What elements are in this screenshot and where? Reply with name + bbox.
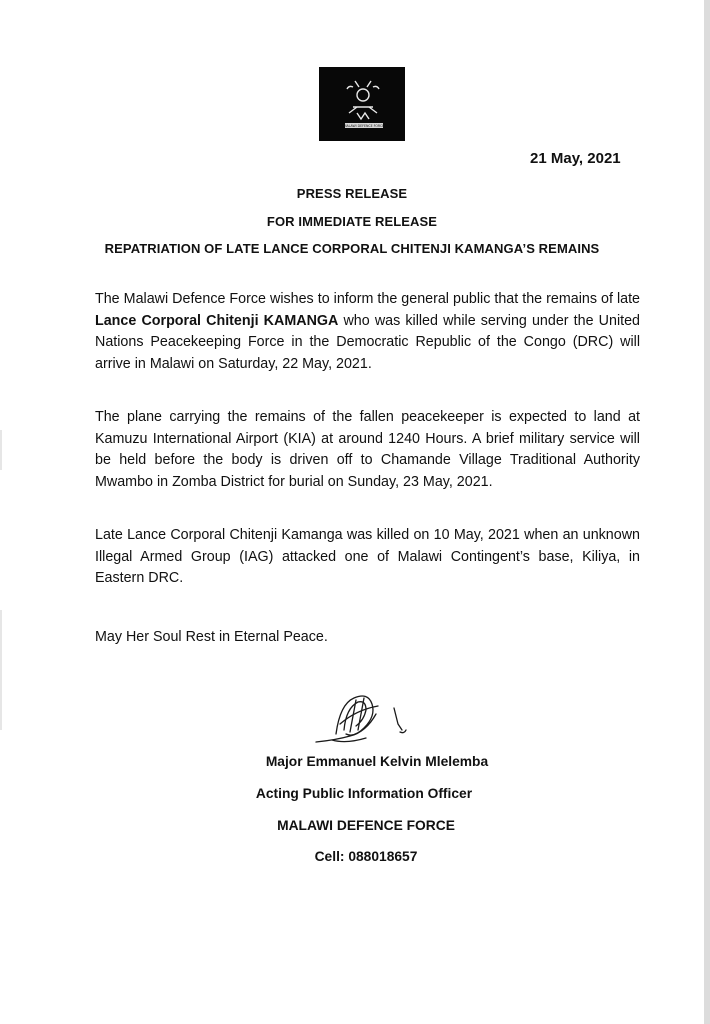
paragraph-arrival-details: The plane carrying the remains of the fallen peacekeeper is expected to land at Kamuzu International Airport (KIA) at around 1240 Hours. A brief military service will be held before the body is driven off to Chamande Village Traditional Authority Mwambo in Zomba District for burial on Sunday, 23 May, 2021. [95, 409, 640, 490]
handwritten-signature [306, 684, 426, 754]
paragraph-text: The Malawi Defence Force wishes to inform the general public that the remains of late [95, 291, 640, 307]
deceased-name: Lance Corporal Chitenji KAMANGA [95, 312, 339, 329]
signatory-name: Major Emmanuel Kelvin Mlelemba [265, 754, 489, 769]
emblem-text: MALAWI DEFENCE FORCE [343, 124, 385, 128]
signatory-organization: MALAWI DEFENCE FORCE [277, 818, 455, 833]
heading-immediate-release: FOR IMMEDIATE RELEASE [266, 214, 438, 229]
paragraph-announcement [95, 289, 640, 375]
release-date: 21 May, 2021 [530, 150, 621, 167]
heading-press-release: PRESS RELEASE [296, 186, 408, 201]
page-crease [0, 610, 2, 730]
paragraph-incident: Late Lance Corporal Chitenji Kamanga was killed on 10 May, 2021 when an unknown Illegal Armed Group (IAG) attacked one of Malawi Contingent’s base, Kiliya, in Eastern DRC. [95, 527, 640, 586]
signatory-title: Acting Public Information Officer [255, 786, 473, 801]
page-crease [0, 430, 2, 470]
paragraph-text: who was killed while serving under the United Nations Peacekeeping Force in the Democratic Republic of the Congo (DRC) will arrive in Malawi on Saturday, 22 May, 2021. [95, 312, 640, 372]
heading-title: REPATRIATION OF LATE LANCE CORPORAL CHITENJI KAMANGA’S REMAINS [104, 241, 600, 256]
signatory-cell: Cell: 088018657 [314, 849, 418, 864]
closing-line: May Her Soul Rest in Eternal Peace. [95, 629, 328, 645]
mdf-emblem [319, 67, 405, 141]
mdf-crest-icon [319, 67, 405, 141]
